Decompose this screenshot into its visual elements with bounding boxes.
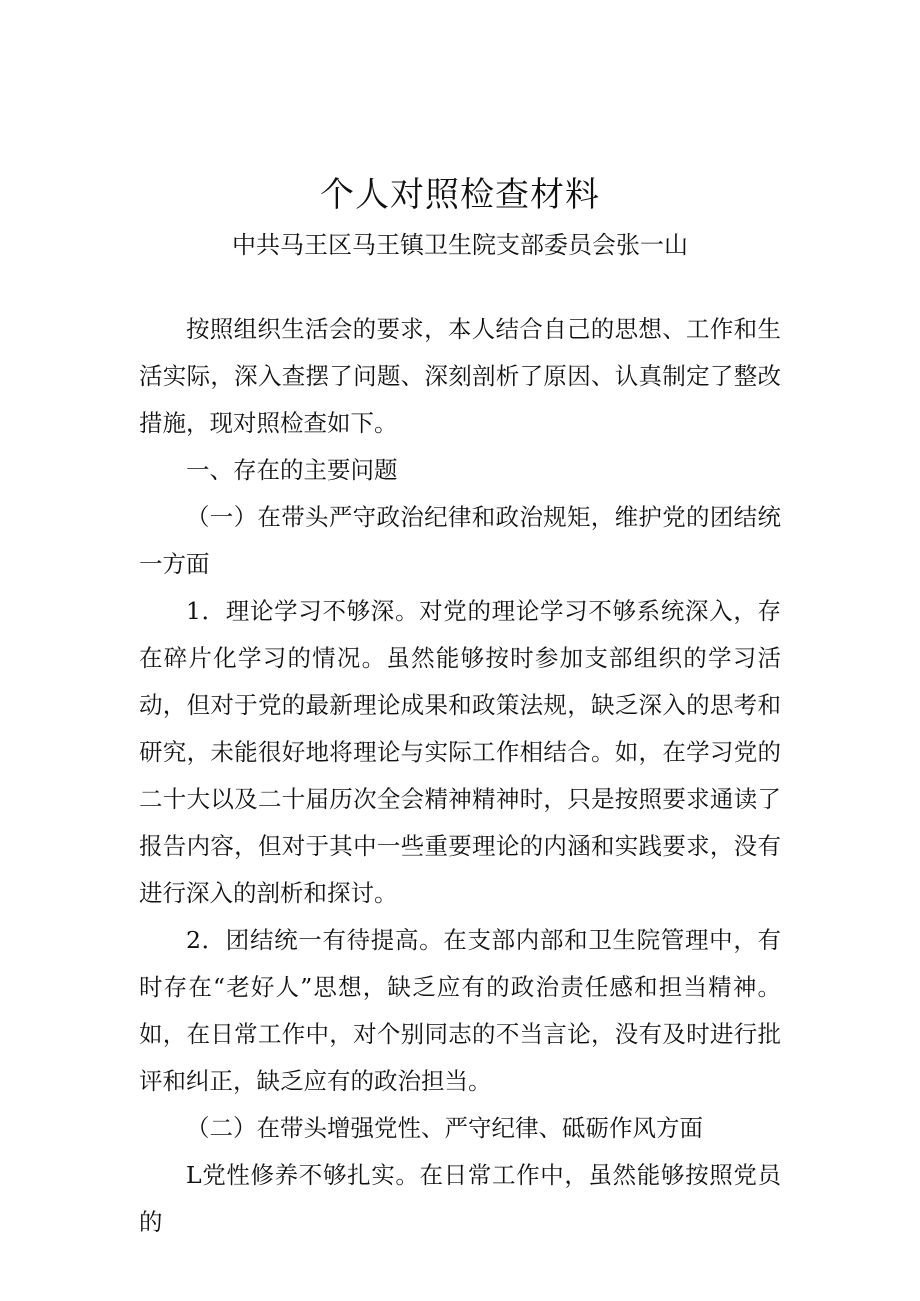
subsection-heading-1: （一）在带头严守政治纪律和政治规矩，维护党的团结统一方面 — [139, 503, 781, 578]
document-title: 个人对照检查材料 — [320, 175, 600, 215]
item-paragraph-2: 2．团结统一有待提高。在支部内部和卫生院管理中，有时存在“老好人”思想，缺乏应有的政治责任感和担当精神。如，在日常工作中，对个别同志的不当言论，没有及时进行批评和纠正，缺乏应有的政治担当。 — [139, 926, 781, 1095]
item-paragraph-1: 1．理论学习不够深。对党的理论学习不够系统深入，存在碎片化学习的情况。虽然能够按时参加支部组织的学习活动，但对于党的最新理论成果和政策法规，缺乏深入的思考和研究，未能很好地将理论与实际工作相结合。如，在学习党的二十大以及二十届历次全会精神精神时，只是按照要求通读了报告内容，但对于其中一些重要理论的内涵和实践要求，没有进行深入的剖析和探讨。 — [139, 597, 781, 907]
intro-paragraph: 按照组织生活会的要求，本人结合自己的思想、工作和生活实际，深入查摆了问题、深刻剖析了原因、认真制定了整改措施，现对照检查如下。 — [139, 315, 781, 437]
section-heading-main-problems: 一、存在的主要问题 — [186, 456, 398, 484]
document-subtitle: 中共马王区马王镇卫生院支部委员会张一山 — [232, 231, 688, 259]
subsection-heading-2: （二）在带头增强党性、严守纪律、砥砺作风方面 — [186, 1114, 703, 1142]
item-paragraph-3: L党性修养不够扎实。在日常工作中，虽然能够按照党员的 — [139, 1161, 781, 1236]
document-body — [139, 306, 781, 1246]
